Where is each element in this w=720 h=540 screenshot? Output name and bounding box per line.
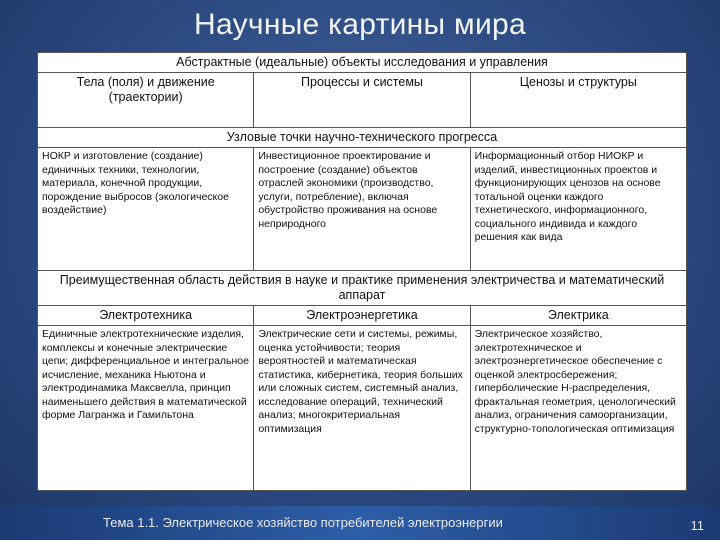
cell-investment: Инвестиционное проектирование и построение (создание) объектов отраслей экономики (производство, услуги, потребление), включая обустройство проживания на основе неприродного — [254, 148, 470, 270]
table-row — [38, 53, 686, 73]
cell-electroenergetics: Электроэнергетика — [254, 306, 470, 325]
header-abstract-objects: Абстрактные (идеальные) объекты исследования и управления — [176, 55, 548, 69]
table-row — [38, 326, 686, 490]
cell-processes-systems: Процессы и системы — [254, 73, 470, 127]
cell-electrotechnics: Электротехника — [38, 306, 254, 325]
cell-nokr: НОКР и изготовление (создание) единичных техники, технологии, материала, конечной продукции, порождение выбросов (экологическое воздействие) — [38, 148, 254, 270]
table-row — [38, 73, 686, 128]
table-row — [38, 128, 686, 148]
slide-title: Научные картины мира — [193, 8, 526, 41]
cell-cenoses-structures: Ценозы и структуры — [519, 75, 637, 89]
footer-bar — [0, 506, 720, 540]
cell-bodies-motion: Тела (поля) и движение (траектории) — [38, 73, 254, 127]
header-progress-points: Узловые точки научно-технического прогресса — [226, 130, 498, 144]
footer-topic: Тема 1.1. Электрическое хозяйство потребителей электроэнергии — [103, 515, 503, 530]
table-row — [38, 148, 686, 271]
cell-electrics: Электрика — [547, 308, 609, 322]
science-table — [37, 52, 687, 491]
table-row — [38, 271, 686, 306]
page-number: 11 — [690, 518, 704, 533]
cell-electroenergetics-detail: Электрические сети и системы, режимы, оценка устойчивости; теория вероятностей и математическая статистика, кибернетика, теория больших или сложных систем, системный анализ, исследование операций, технический анализ; многокритериальная оптимизация — [254, 326, 470, 490]
header-application-area: Преимущественная область действия в науке и практике применения электричества и математический аппарат — [59, 273, 665, 302]
cell-electrics-detail: Электрическое хозяйство, электротехническое и электроэнергетическое обеспечение с оценкой электросбережения; гиперболические Н-распределения, фрактальная геометрия, ценологический анализ, ограничения самоорганизации, структурно-топологическая оптимизация — [474, 328, 676, 435]
table-row — [38, 306, 686, 326]
cell-information-selection: Информационный отбор НИОКР и изделий, инвестиционных проектов и функционирующих ценозов на основе тотальной оценки каждого технетического, информационного, социального индивида и каждого решения как вида — [474, 150, 661, 243]
cell-electrotechnics-detail: Единичные электротехнические изделия, комплексы и конечные электрические цепи; дифференциальное и интегральное исчисление, механика Ньютона и электродинамика Максвелла, принцип наименьшего действия в математической форме Лагранжа и Гамильтона — [38, 326, 254, 490]
